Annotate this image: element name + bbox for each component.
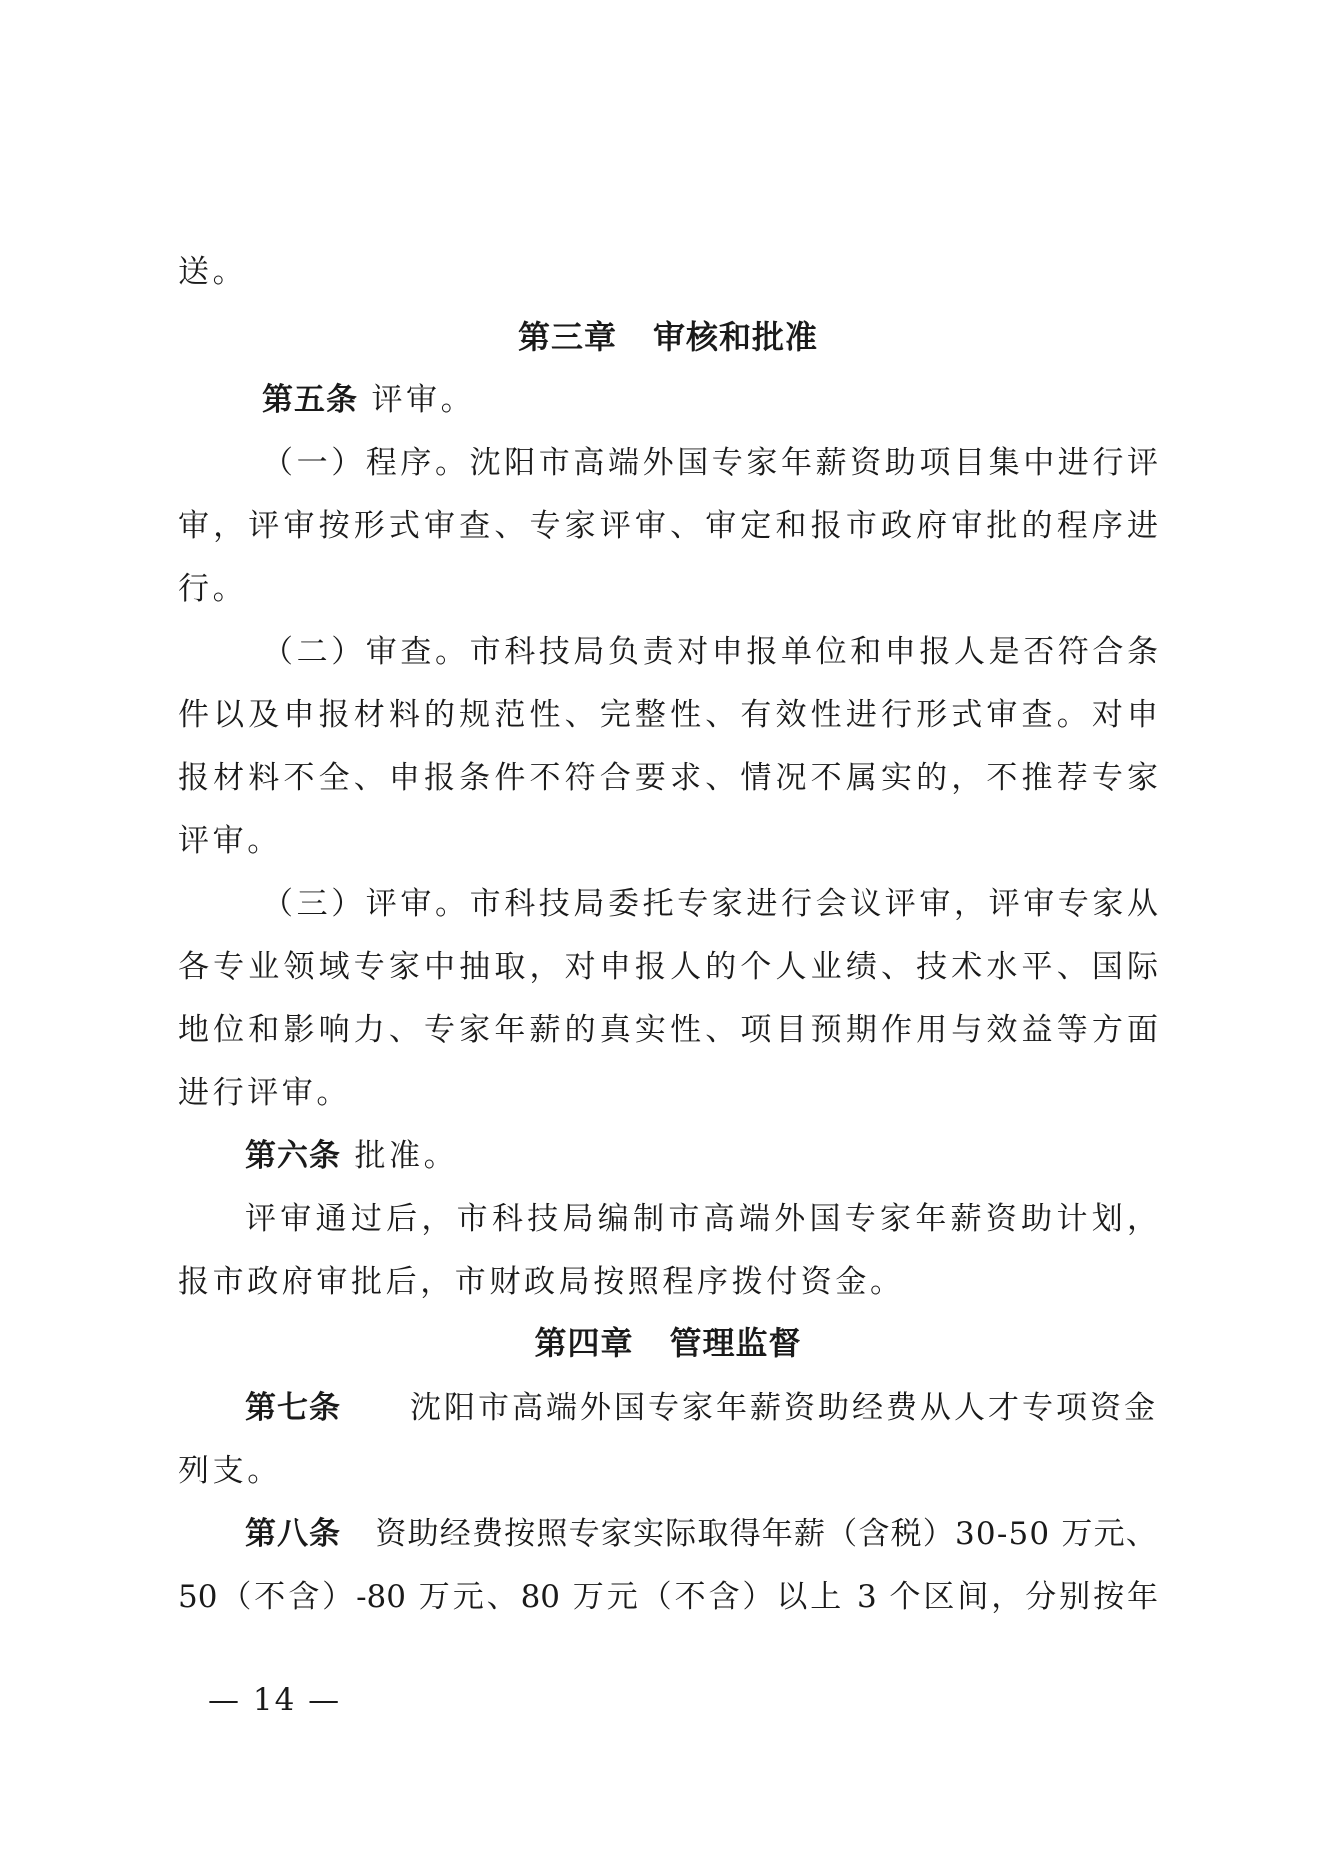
- article-7-line: [245, 1388, 1158, 1428]
- chapter-4-title: 管理监督: [669, 1324, 802, 1362]
- article-5-line: [262, 380, 1142, 420]
- article-8-line: [245, 1514, 1158, 1554]
- line-3: 审，评审按形式审查、专家评审、审定和报市政府审批的程序进: [178, 508, 1158, 544]
- line-9: （三）评审。市科技局委托专家进行会议评审，评审专家从: [262, 886, 1158, 922]
- article-5-text: 评审。: [358, 382, 476, 418]
- chapter-4-number: 第四章: [534, 1324, 634, 1362]
- page-number: — 14 —: [208, 1682, 342, 1718]
- article-6-text: 批准。: [341, 1138, 459, 1174]
- chapter-3-number: 第三章: [517, 318, 617, 356]
- chapter-4-heading: [178, 1323, 1158, 1363]
- article-7-label: 第七条: [245, 1390, 341, 1426]
- line-8: 评审。: [178, 823, 282, 859]
- line-2: （一）程序。沈阳市高端外国专家年薪资助项目集中进行评: [262, 445, 1158, 481]
- chapter-3-title: 审核和批准: [653, 318, 819, 356]
- article-6-label: 第六条: [245, 1138, 341, 1174]
- line-12: 进行评审。: [178, 1075, 351, 1111]
- line-16: 列支。: [178, 1453, 282, 1489]
- line-13: 评审通过后，市科技局编制市高端外国专家年薪资助计划，: [245, 1201, 1158, 1237]
- article-7-text: 沈阳市高端外国专家年薪资助经费从人才专项资金: [410, 1390, 1158, 1426]
- line-14: 报市政府审批后，市财政局按照程序拨付资金。: [178, 1264, 905, 1300]
- line-5: （二）审查。市科技局负责对申报单位和申报人是否符合条: [262, 634, 1158, 670]
- line-10: 各专业领域专家中抽取，对申报人的个人业绩、技术水平、国际: [178, 949, 1158, 985]
- line-11: 地位和影响力、专家年薪的真实性、项目预期作用与效益等方面: [178, 1012, 1158, 1048]
- line-1: 送。: [178, 254, 248, 290]
- line-4: 行。: [178, 571, 248, 607]
- line-7: 报材料不全、申报条件不符合要求、情况不属实的，不推荐专家: [178, 760, 1158, 796]
- article-5-label: 第五条: [262, 382, 358, 418]
- article-6-line: [245, 1136, 1145, 1176]
- line-6: 件以及申报材料的规范性、完整性、有效性进行形式审查。对申: [178, 697, 1158, 733]
- chapter-3-heading: [178, 317, 1158, 357]
- line-18: 50（不含）-80 万元、80 万元（不含）以上 3 个区间，分别按年: [178, 1579, 1158, 1615]
- article-8-label: 第八条: [245, 1516, 341, 1552]
- article-8-text: 资助经费按照专家实际取得年薪（含税）30-50 万元、: [375, 1516, 1158, 1552]
